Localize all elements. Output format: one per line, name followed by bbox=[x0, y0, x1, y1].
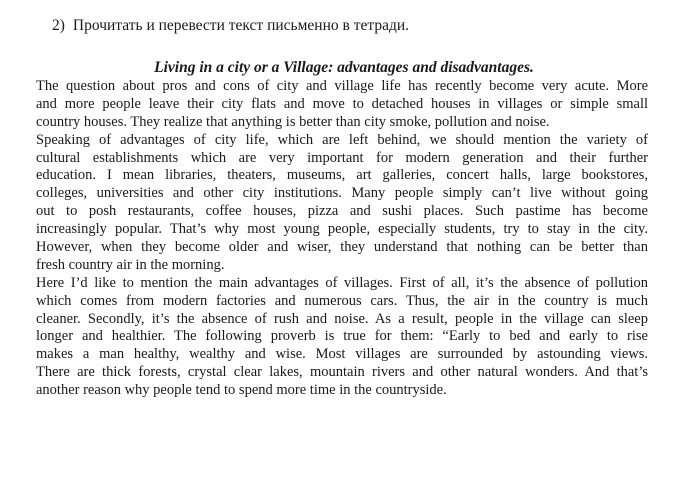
text-line: out to posh restaurants, coffee houses, pizza and sushi places. Such pastime has become bbox=[36, 203, 648, 220]
text-title: Living in a city or a Village: advantages and disadvantages. bbox=[154, 59, 534, 76]
text-line: which comes from modern factories and numerous cars. Thus, the air in the country is much bbox=[36, 292, 648, 309]
text-line: The question about pros and cons of city and village life has recently become very acute. More bbox=[36, 78, 648, 94]
text-line: Speaking of advantages of city life, which are left behind, we should mention the variety of bbox=[36, 131, 648, 148]
text-line: fresh country air in the morning. bbox=[36, 256, 225, 273]
text-line: education. I mean libraries, theaters, museums, art galleries, concert halls, large bookstores, bbox=[36, 167, 648, 184]
text-line: cultural establishments which are very important for modern generation and their further bbox=[36, 149, 648, 166]
task-number: 2) bbox=[52, 17, 65, 34]
body-text bbox=[36, 78, 648, 400]
task-instruction bbox=[52, 16, 409, 36]
text-line: another reason why people tend to spend more time in the countryside. bbox=[36, 382, 447, 399]
text-line: Here I’d like to mention the main advantages of villages. First of all, it’s the absence of pollution bbox=[36, 274, 648, 291]
text-line: makes a man healthy, wealthy and wise. Most villages are surrounded by astounding views. bbox=[36, 346, 648, 363]
task-text: Прочитать и перевести текст письменно в тетради. bbox=[72, 17, 410, 34]
text-line: cleaner. Secondly, it’s the absence of rush and noise. As a result, people in the village can sleep bbox=[36, 310, 648, 327]
text-line: There are thick forests, crystal clear lakes, mountain rivers and other natural wonders. And that’s bbox=[36, 364, 648, 381]
text-line: longer and healthier. The following proverb is true for them: “Early to bed and early to rise bbox=[36, 328, 648, 345]
text-line: However, when they become older and wiser, they understand that nothing can be better than bbox=[36, 239, 648, 256]
text-line: country houses. They realize that anything is better than city smoke, pollution and noise. bbox=[36, 113, 550, 130]
text-line: and more people leave their city flats and move to detached houses in villages or simple small bbox=[36, 95, 648, 112]
text-line: increasingly popular. That’s why most young people, especially students, try to stay in the city. bbox=[36, 221, 648, 238]
text-line: colleges, universities and other city institutions. Many people simply can’t live without going bbox=[36, 185, 648, 202]
